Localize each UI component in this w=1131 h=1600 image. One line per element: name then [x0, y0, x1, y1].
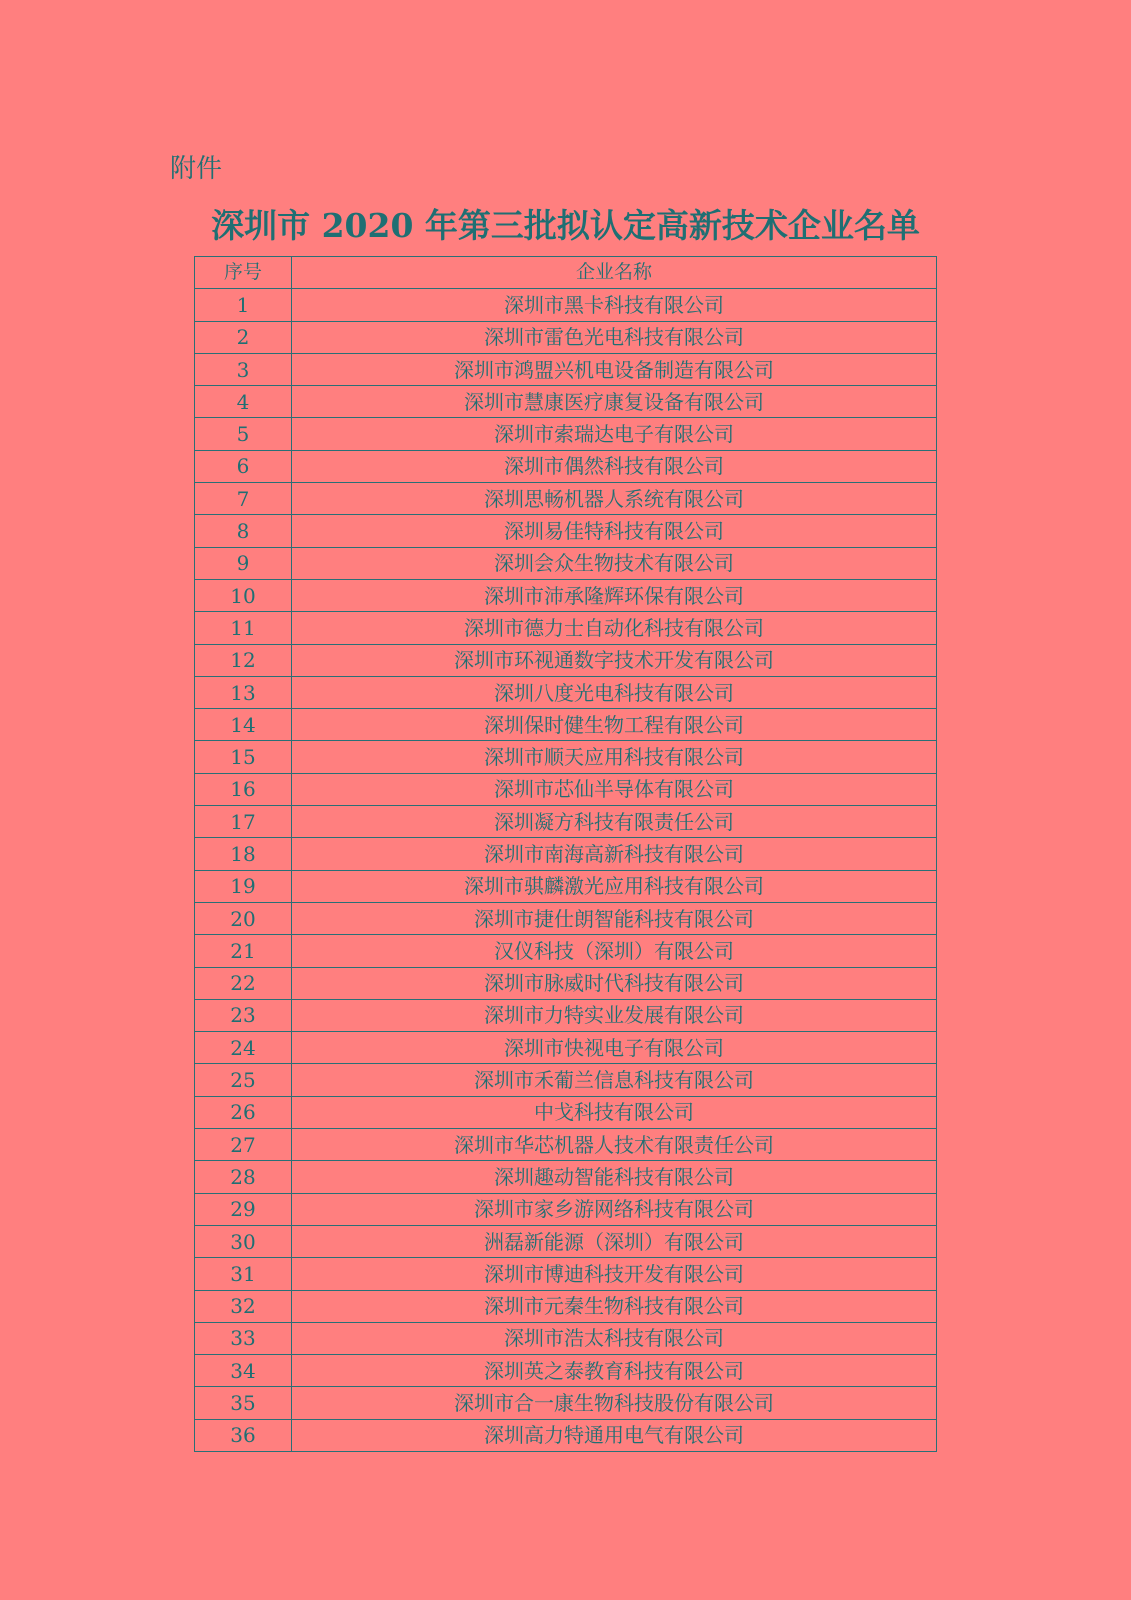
enterprise-name: 深圳市捷仕朗智能科技有限公司 [292, 902, 937, 934]
enterprise-name: 深圳市索瑞达电子有限公司 [292, 418, 937, 450]
enterprise-name: 深圳市雷色光电科技有限公司 [292, 321, 937, 353]
row-number: 1 [195, 289, 292, 321]
table-row [195, 321, 937, 353]
row-number: 32 [195, 1290, 292, 1322]
enterprise-name: 深圳会众生物技术有限公司 [292, 547, 937, 579]
table-row [195, 838, 937, 870]
table-row [195, 1064, 937, 1096]
enterprise-name: 中戈科技有限公司 [292, 1096, 937, 1128]
row-number: 31 [195, 1258, 292, 1290]
row-number: 26 [195, 1096, 292, 1128]
enterprise-name: 深圳市黑卡科技有限公司 [292, 289, 937, 321]
row-number: 17 [195, 806, 292, 838]
enterprise-name: 深圳凝方科技有限责任公司 [292, 806, 937, 838]
attachment-label: 附件 [170, 154, 223, 184]
enterprise-name: 深圳市鸿盟兴机电设备制造有限公司 [292, 353, 937, 385]
table-row [195, 806, 937, 838]
table-row [195, 999, 937, 1031]
enterprise-name: 深圳市浩太科技有限公司 [292, 1322, 937, 1354]
enterprise-name: 深圳市家乡游网络科技有限公司 [292, 1193, 937, 1225]
row-number: 34 [195, 1355, 292, 1387]
row-number: 2 [195, 321, 292, 353]
enterprise-name: 深圳市禾葡兰信息科技有限公司 [292, 1064, 937, 1096]
row-number: 13 [195, 676, 292, 708]
enterprise-name: 深圳市元秦生物科技有限公司 [292, 1290, 937, 1322]
enterprise-name: 深圳市快视电子有限公司 [292, 1032, 937, 1064]
row-number: 22 [195, 967, 292, 999]
table-row [195, 1387, 937, 1419]
enterprise-name: 汉仪科技（深圳）有限公司 [292, 935, 937, 967]
row-number: 29 [195, 1193, 292, 1225]
table-row [195, 773, 937, 805]
table-row [195, 676, 937, 708]
table-row [195, 515, 937, 547]
row-number: 27 [195, 1129, 292, 1161]
row-number: 35 [195, 1387, 292, 1419]
table-row [195, 483, 937, 515]
table-header-row [195, 257, 937, 289]
table-row [195, 579, 937, 611]
table-row [195, 418, 937, 450]
row-number: 21 [195, 935, 292, 967]
table-row [195, 612, 937, 644]
row-number: 36 [195, 1419, 292, 1451]
enterprise-name: 深圳保时健生物工程有限公司 [292, 709, 937, 741]
enterprise-name: 深圳市骐麟激光应用科技有限公司 [292, 870, 937, 902]
enterprise-name: 深圳市南海高新科技有限公司 [292, 838, 937, 870]
enterprise-name: 深圳市偶然科技有限公司 [292, 450, 937, 482]
row-number: 9 [195, 547, 292, 579]
enterprise-name: 深圳英之泰教育科技有限公司 [292, 1355, 937, 1387]
row-number: 19 [195, 870, 292, 902]
row-number: 8 [195, 515, 292, 547]
table-row [195, 353, 937, 385]
table-row [195, 967, 937, 999]
enterprise-name: 深圳市顺天应用科技有限公司 [292, 741, 937, 773]
enterprise-name: 深圳市慧康医疗康复设备有限公司 [292, 386, 937, 418]
enterprise-name: 洲磊新能源（深圳）有限公司 [292, 1225, 937, 1257]
row-number: 15 [195, 741, 292, 773]
enterprise-name: 深圳市力特实业发展有限公司 [292, 999, 937, 1031]
row-number: 11 [195, 612, 292, 644]
enterprise-name: 深圳市博迪科技开发有限公司 [292, 1258, 937, 1290]
table-row [195, 1193, 937, 1225]
row-number: 5 [195, 418, 292, 450]
enterprise-name: 深圳市环视通数字技术开发有限公司 [292, 644, 937, 676]
enterprise-name: 深圳高力特通用电气有限公司 [292, 1419, 937, 1451]
table-row [195, 386, 937, 418]
table-row [195, 289, 937, 321]
table-row [195, 450, 937, 482]
table-row [195, 1290, 937, 1322]
column-header-number: 序号 [195, 257, 292, 289]
table-row [195, 1225, 937, 1257]
row-number: 3 [195, 353, 292, 385]
enterprise-name: 深圳市德力士自动化科技有限公司 [292, 612, 937, 644]
table-row [195, 1258, 937, 1290]
table-row [195, 1161, 937, 1193]
table-row [195, 1096, 937, 1128]
enterprise-name: 深圳市芯仙半导体有限公司 [292, 773, 937, 805]
table-row [195, 902, 937, 934]
enterprise-name: 深圳思畅机器人系统有限公司 [292, 483, 937, 515]
document-title: 深圳市 2020 年第三批拟认定高新技术企业名单 [211, 206, 920, 245]
table-row [195, 1032, 937, 1064]
row-number: 33 [195, 1322, 292, 1354]
table-row [195, 709, 937, 741]
enterprise-name: 深圳市合一康生物科技股份有限公司 [292, 1387, 937, 1419]
column-header-name: 企业名称 [292, 257, 937, 289]
table-body [195, 289, 937, 1452]
enterprise-name: 深圳市脉威时代科技有限公司 [292, 967, 937, 999]
row-number: 20 [195, 902, 292, 934]
table-row [195, 547, 937, 579]
row-number: 18 [195, 838, 292, 870]
row-number: 28 [195, 1161, 292, 1193]
table-row [195, 644, 937, 676]
row-number: 6 [195, 450, 292, 482]
row-number: 16 [195, 773, 292, 805]
table-row [195, 1322, 937, 1354]
row-number: 24 [195, 1032, 292, 1064]
row-number: 30 [195, 1225, 292, 1257]
enterprise-table [194, 256, 937, 1452]
row-number: 25 [195, 1064, 292, 1096]
row-number: 10 [195, 579, 292, 611]
row-number: 7 [195, 483, 292, 515]
row-number: 4 [195, 386, 292, 418]
table-row [195, 1129, 937, 1161]
row-number: 14 [195, 709, 292, 741]
row-number: 12 [195, 644, 292, 676]
table-row [195, 1355, 937, 1387]
enterprise-name: 深圳市华芯机器人技术有限责任公司 [292, 1129, 937, 1161]
table-row [195, 935, 937, 967]
enterprise-name: 深圳易佳特科技有限公司 [292, 515, 937, 547]
table-row [195, 1419, 937, 1451]
enterprise-name: 深圳八度光电科技有限公司 [292, 676, 937, 708]
table-row [195, 741, 937, 773]
enterprise-name: 深圳趣动智能科技有限公司 [292, 1161, 937, 1193]
table-row [195, 870, 937, 902]
enterprise-name: 深圳市沛承隆辉环保有限公司 [292, 579, 937, 611]
row-number: 23 [195, 999, 292, 1031]
